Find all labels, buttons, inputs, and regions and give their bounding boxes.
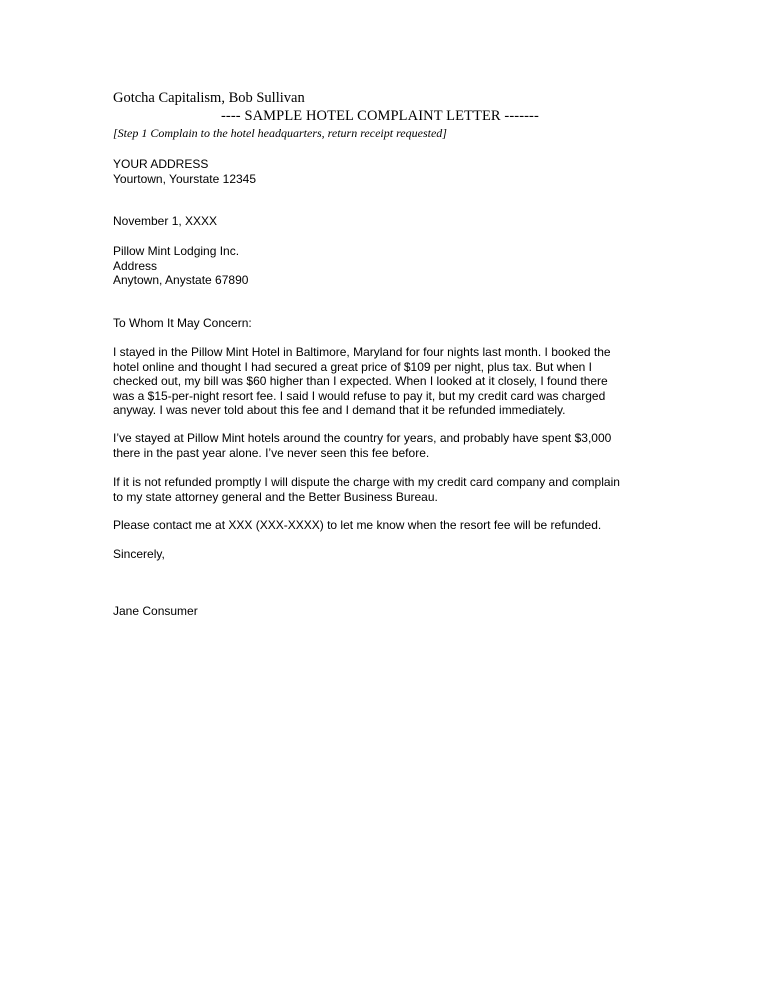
body-paragraph-1: [113, 345, 658, 418]
source-line: Gotcha Capitalism, Bob Sullivan: [113, 90, 305, 106]
recipient-address: [113, 244, 658, 288]
step-note: [Step 1 Complain to the hotel headquarters, return receipt requested]: [113, 126, 447, 140]
paragraph-line: hotel online and thought I had secured a great price of $109 per night, plus tax. But when I: [113, 359, 592, 374]
recipient-name: Pillow Mint Lodging Inc.: [113, 244, 240, 258]
paragraph-line: there in the past year alone. I’ve never seen this fee before.: [113, 445, 430, 460]
recipient-city-line: Anytown, Anystate 67890: [113, 273, 249, 287]
sender-address-line2: Yourtown, Yourstate 12345: [113, 171, 257, 186]
date-text: November 1, XXXX: [113, 214, 218, 228]
paragraph-line: was a $15-per-night resort fee. I said I would refuse to pay it, but my credit card was charged: [113, 388, 606, 403]
sender-address-line1: YOUR ADDRESS: [113, 157, 209, 171]
closing-text: Sincerely,: [113, 547, 165, 561]
letter-title: ---- SAMPLE HOTEL COMPLAINT LETTER -------: [221, 108, 539, 124]
paragraph-line: anyway. I was never told about this fee and I demand that it be refunded immediately.: [113, 403, 566, 417]
signature: [113, 604, 658, 619]
paragraph-line: I’ve stayed at Pillow Mint hotels around the country for years, and probably have spent $3,000: [113, 431, 612, 445]
paragraph-line: Please contact me at XXX (XXX-XXXX) to let me know when the resort fee will be refunded.: [113, 518, 602, 532]
paragraph-line: checked out, my bill was $60 higher than I expected. When I looked at it closely, I found there: [113, 374, 608, 388]
paragraph-line: If it is not refunded promptly I will dispute the charge with my credit card company and complain: [113, 475, 620, 489]
salutation-text: To Whom It May Concern:: [113, 316, 252, 330]
paragraph-line: to my state attorney general and the Better Business Bureau.: [113, 489, 438, 504]
body-paragraph-2: [113, 431, 658, 460]
body-paragraph-4: [113, 518, 658, 533]
closing: [113, 547, 658, 562]
sender-address: [113, 157, 658, 186]
body-paragraph-3: [113, 475, 658, 504]
recipient-address-line: Address: [113, 258, 158, 273]
paragraph-line: I stayed in the Pillow Mint Hotel in Baltimore, Maryland for four nights last month. I booked the: [113, 345, 611, 359]
signature-name: Jane Consumer: [113, 604, 198, 618]
salutation: [113, 316, 658, 331]
letter-date: [113, 214, 658, 229]
